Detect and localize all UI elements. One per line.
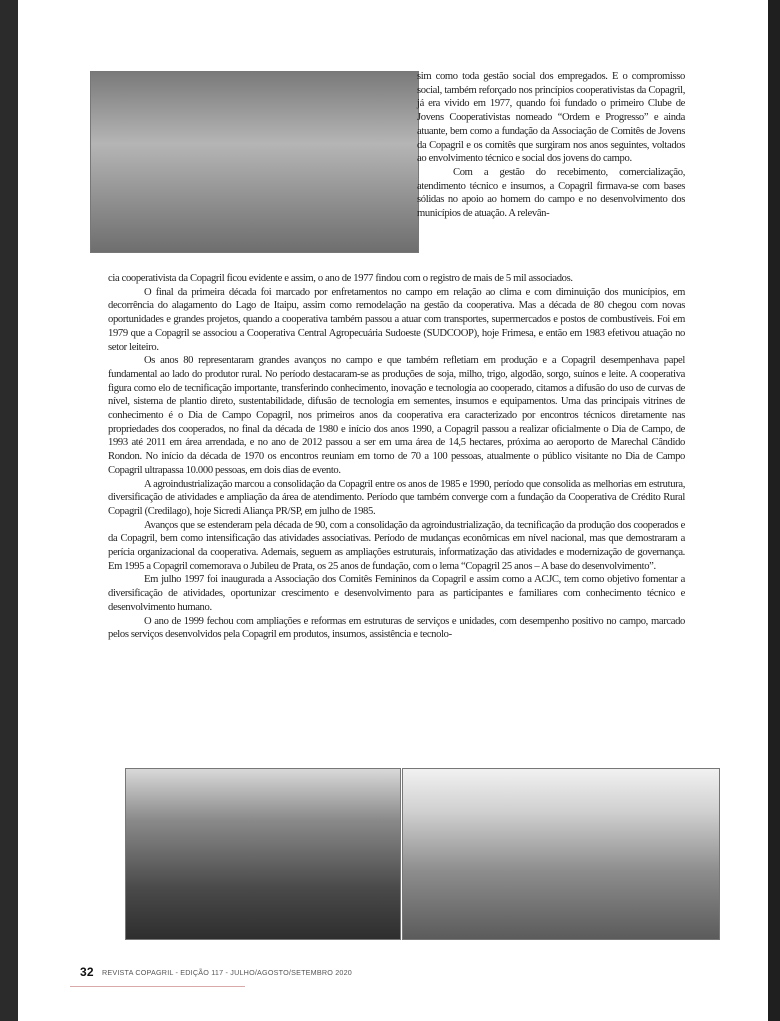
magazine-page [18,0,768,1021]
youth-group-photo [90,71,419,253]
main-paragraph-5: Avanços que se estenderam pela década de 90, com a consolidação da agroindustrialização, da tecnificação da produção dos cooperados e da Copagril, bem como intensificação das atividades associativas. Período de mudanças econômicas em nível nacional, mas que demostraram a perícia organizacional da cooperativa. Ademais, seguem as ampliações estruturais, informatização das atividades e modernização de governança. Em 1995 a Copagril comemorava o Jubileu de Prata, os 25 anos de fundação, com o lema “Copagril 25 anos – A base do desenvolvimento”. [108,519,685,572]
article-side-column [417,70,685,221]
page-footer [80,965,352,979]
main-paragraph-4: A agroindustrialização marcou a consolidação da Copagril entre os anos de 1985 e 1990, período que consolida as melhorias em estrutura, diversificação de atividades e ampliação da área de atendimento. Período que também converge com a fundação da Cooperativa de Crédito Rural Copagril (Credilago), hoje Sicredi Aliança PR/SP, em julho de 1985. [108,478,685,517]
main-paragraph-7: O ano de 1999 fechou com ampliações e reformas em estruturas de serviços e unidades, com desempenho positivo no campo, marcado pelos serviços desenvolvidos pela Copagril em produtos, insumos, assistência e tecnolo- [108,615,685,641]
main-paragraph-6: Em julho 1997 foi inaugurada a Associação dos Comitês Femininos da Copagril e assim como a ACJC, tem como objetivo fomentar a diversificação de atividades, oportunizar crescimento e desenvolvimento para as participantes e familiares com conhecimento técnico e desenvolvimento humano. [108,574,685,613]
footer-divider [70,986,245,987]
page-number: 32 [80,965,94,979]
main-paragraph-1: cia cooperativista da Copagril ficou evidente e assim, o ano de 1977 findou com o registro de mais de 5 mil associados. [108,273,573,284]
field-day-photo [402,768,720,940]
main-paragraph-3: Os anos 80 representaram grandes avanços no campo e que também refletiam em produção e a Copagril desempenhava papel fundamental ao lado do produtor rural. No período destacaram-se as produções de soja, milho, trigo, algodão, sorgo, suínos e leite. A cooperativa figura como elo de tecnificação importante, transferindo conhecimento, inovação e tecnologia ao cooperado, citamos a difusão do uso de curvas de nível, sistema de plantio direto, sustentabilidade, difusão de tecnologia em sementes, insumos e equipamentos. Uma das principais vitrines de conhecimento é o Dia de Campo Copagril, nos primeiros anos da cooperativa era caracterizado por encontros técnicos diretamente nas propriedades dos cooperados, no final da década de 1980 e início dos anos 1990, a Copagril passou a realizar oficialmente o Dia de Campo, de 1993 até 2011 em área arrendada, e no ano de 2012 passou a ser em uma área de 14,5 hectares, próxima ao aeroporto de Marechal Cândido Rondon. No início da década de 1970 os encontros reuniam em torno de 70 a 100 pessoas, atualmente o público visitante no Dia de Campo Copagril ultrapassa 10.000 pessoas, em dois dias de evento. [108,355,685,476]
side-paragraph-2: Com a gestão do recebimento, comercialização, atendimento técnico e insumos, a Copagril firmava-se com bases sólidas no apoio ao homem do campo e no desenvolvimento dos municípios de atuação. A relevân- [417,166,685,220]
side-paragraph-1: sim como toda gestão social dos empregados. E o compromisso social, também reforçado nos princípios cooperativistas da Copagril, já era vivido em 1977, quando foi fundado o primeiro Clube de Jovens Cooperativistas nomeado “Ordem e Progresso” e ainda atuante, bem como a fundação da Associação de Comitês de Jovens da Copagril e os comitês que surgiram nos anos seguintes, voltados ao envolvimento técnico e social dos jovens do campo. [417,71,685,165]
publication-info: REVISTA COPAGRIL - EDIÇÃO 117 - JULHO/AGOSTO/SETEMBRO 2020 [101,968,352,977]
main-paragraph-2: O final da primeira década foi marcado por enfretamentos no campo em relação ao clima e com diminuição dos municípios, em decorrência do alagamento do Lago de Itaipu, assim como remodelação na gestão da cooperativa. Mas a década de 80 chegou com novas oportunidades e grandes projetos, quando a cooperativa também passou a atuar com transportes, supermercados e postos de combustíveis. Foi em 1979 que a Copagril se associou a Cooperativa Central Agropecuária Sudoeste (SUDCOOP), hoje Frimesa, e então em 1983 efetivou atuação no setor leiteiro. [108,286,685,353]
page-edge [768,0,780,1021]
auditorium-crowd-photo [125,768,401,940]
article-main-column [108,272,685,642]
